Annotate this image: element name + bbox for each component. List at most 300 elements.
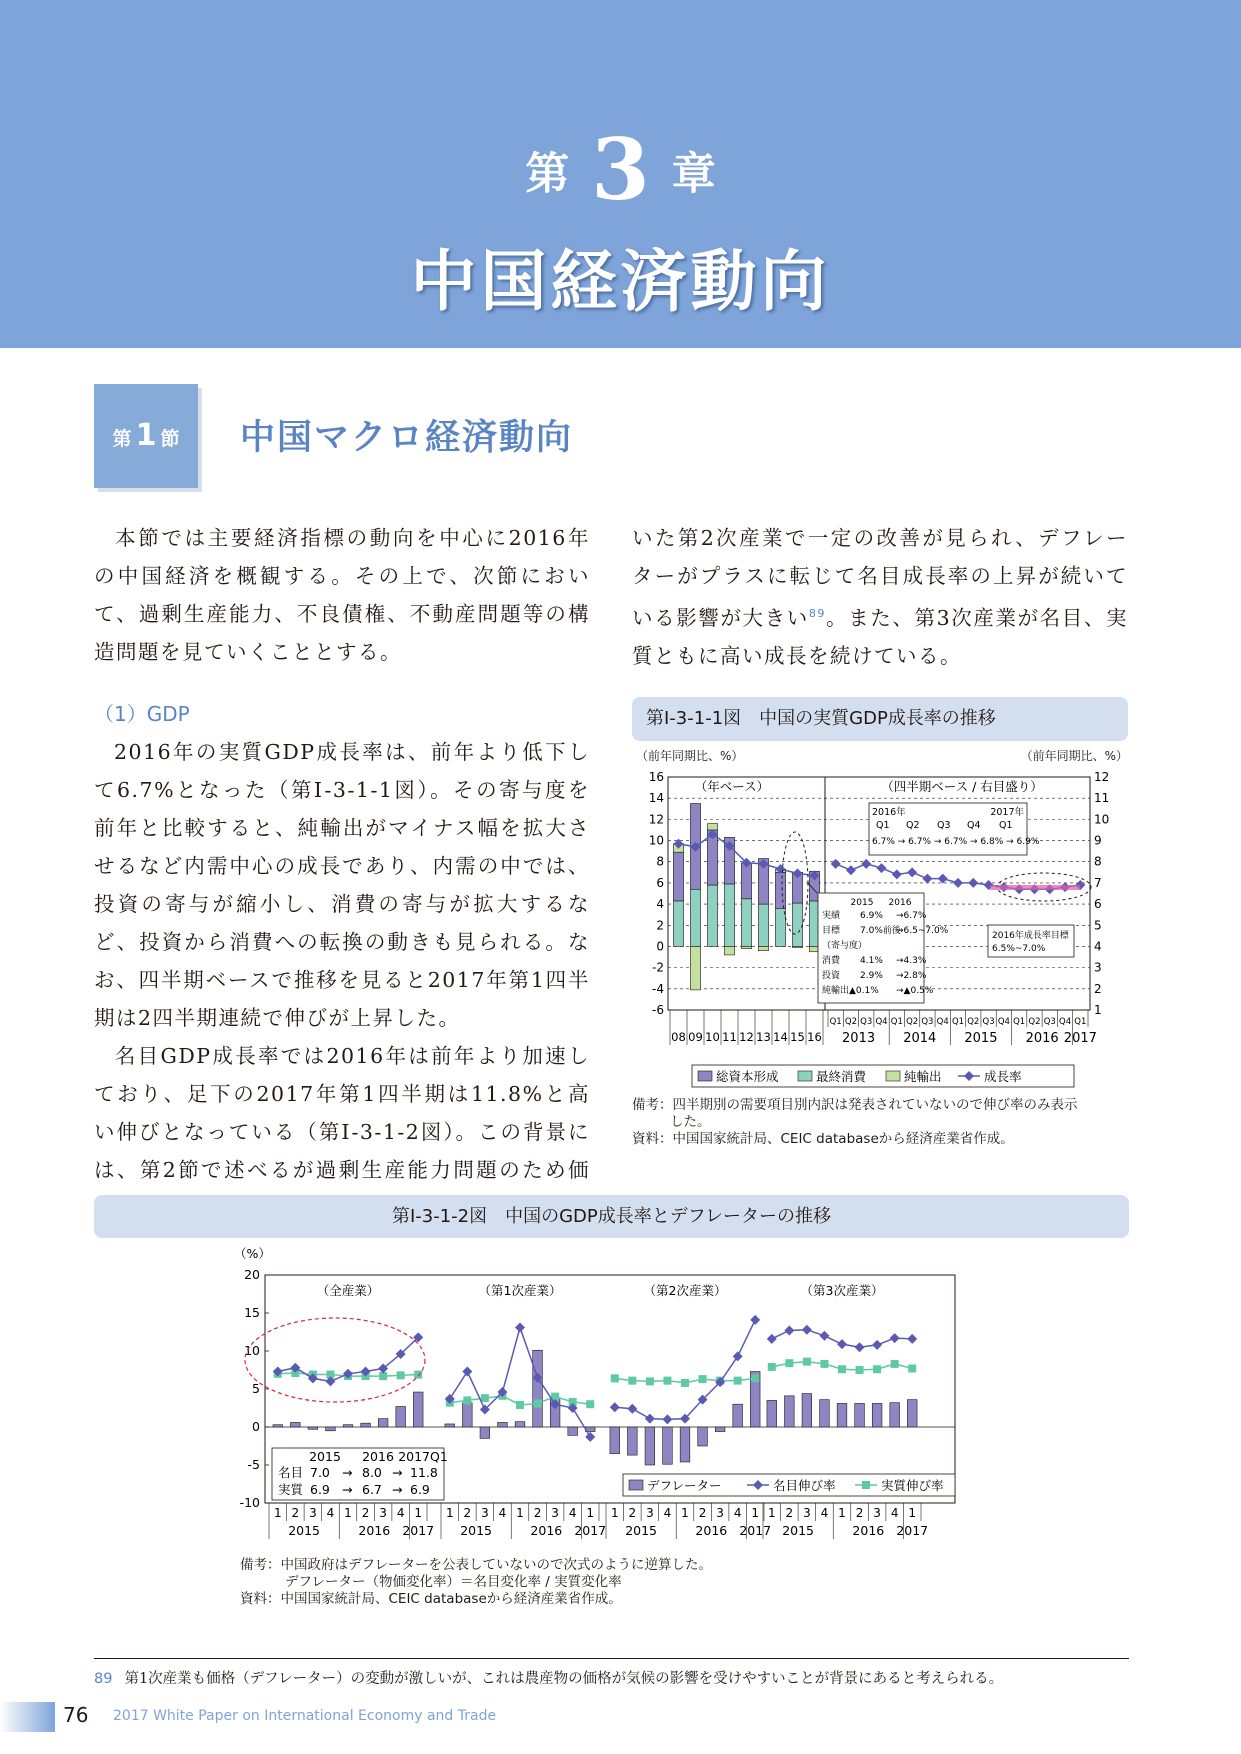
nominal-growth-point bbox=[627, 1404, 637, 1414]
x-label-year: 12 bbox=[739, 1030, 754, 1044]
real-growth-point bbox=[734, 1377, 742, 1385]
detail-2016: →6.7% bbox=[896, 911, 927, 921]
x-label-quarter: 4 bbox=[326, 1506, 335, 1520]
growth-point bbox=[846, 865, 856, 875]
x-label-quarter: Q3 bbox=[1043, 1017, 1056, 1027]
nominal-growth-point bbox=[462, 1367, 472, 1377]
right-tick-label: 7 bbox=[1094, 875, 1102, 890]
left-tick-label: -2 bbox=[652, 960, 664, 975]
real-growth-point bbox=[611, 1374, 619, 1382]
right-tick-label: 11 bbox=[1094, 791, 1110, 806]
x-label-quarter: Q1 bbox=[1013, 1017, 1026, 1027]
bar-deflator bbox=[785, 1396, 795, 1427]
page-footer: 2017 White Paper on International Economy and Trade bbox=[113, 1708, 497, 1724]
nominal-growth-point bbox=[733, 1351, 743, 1361]
body-text: いた第2次産業で一定の改善が見られ、デフレーターがプラスに転じて名目成長率の上昇が続いている影響が大きい bbox=[632, 526, 1128, 630]
inset-cell: 6.9 bbox=[410, 1482, 430, 1497]
bar-deflator bbox=[378, 1419, 388, 1427]
x-label-year: 2017 bbox=[739, 1523, 772, 1538]
x-label-quarter: 3 bbox=[803, 1506, 811, 1520]
x-label-year: 09 bbox=[688, 1030, 703, 1044]
x-axis bbox=[269, 1503, 928, 1539]
callout-q: Q1 bbox=[999, 820, 1013, 831]
nominal-growth-point bbox=[819, 1331, 829, 1341]
panels bbox=[265, 1283, 955, 1465]
x-label-quarter: 4 bbox=[568, 1506, 577, 1520]
footnote-number: 89 bbox=[94, 1671, 113, 1687]
x-label-quarter: 4 bbox=[820, 1506, 829, 1520]
x-label-quarter: Q3 bbox=[921, 1017, 934, 1027]
real-growth-point bbox=[838, 1365, 846, 1373]
figure-1-note: 備考：四半期別の需要項目別内訳は発表されていないので伸び率のみ表示 bbox=[632, 1097, 1078, 1113]
bar-deflator bbox=[715, 1427, 725, 1432]
bar-netexports bbox=[758, 946, 768, 950]
x-label-year: 08 bbox=[671, 1030, 686, 1044]
x-label-year: 2016 bbox=[695, 1523, 728, 1538]
growth-point bbox=[892, 869, 902, 879]
callout-2016: 2016年 bbox=[872, 807, 906, 818]
growth-point bbox=[861, 859, 871, 869]
figure-1-notes bbox=[632, 1097, 1132, 1148]
detail-2015: 2.9% bbox=[860, 971, 883, 981]
bar-deflator bbox=[802, 1394, 812, 1427]
bar-deflator bbox=[767, 1400, 777, 1427]
bar-deflator bbox=[480, 1427, 490, 1438]
bar-deflator bbox=[820, 1400, 830, 1427]
y-tick-label: -10 bbox=[239, 1495, 260, 1510]
left-tick-label: 4 bbox=[656, 897, 664, 912]
detail-2015: 7.0%前後 bbox=[860, 926, 901, 936]
body-paragraph-3 bbox=[94, 733, 590, 1227]
bar-consumption bbox=[741, 899, 751, 947]
panel-label: （全産業） bbox=[316, 1283, 380, 1298]
body-text: 。また、第3次産業が名目、実質ともに高い成長を続けている。 bbox=[632, 605, 1129, 668]
detail-2016: →4.3% bbox=[896, 956, 927, 966]
nominal-growth-point bbox=[855, 1342, 865, 1352]
x-label-quarter: 4 bbox=[733, 1506, 742, 1520]
x-label-quarter: 1 bbox=[767, 1506, 776, 1520]
x-label-quarter: 4 bbox=[663, 1506, 672, 1520]
real-growth-point bbox=[820, 1360, 828, 1368]
x-label-year: 14 bbox=[773, 1030, 788, 1044]
legend-consumption: 最終消費 bbox=[816, 1069, 867, 1084]
bar-deflator bbox=[680, 1427, 690, 1462]
detail-2015: 6.9% bbox=[860, 911, 883, 921]
x-label-quarter: 4 bbox=[890, 1506, 899, 1520]
x-label-year: 2015 bbox=[460, 1523, 493, 1538]
right-tick-label: 8 bbox=[1094, 854, 1102, 869]
y-tick-label: 5 bbox=[252, 1381, 260, 1396]
bar-netexports bbox=[707, 824, 717, 830]
legend-investment: 総資本形成 bbox=[716, 1069, 779, 1084]
real-growth-point bbox=[481, 1394, 489, 1402]
detail-callout bbox=[818, 893, 949, 1003]
x-label-quarter: 2 bbox=[291, 1506, 300, 1520]
detail-2016: →6.5~7.0% bbox=[896, 926, 949, 936]
left-tick-label: 14 bbox=[648, 791, 664, 806]
real-growth-point bbox=[646, 1377, 654, 1385]
bar-deflator bbox=[568, 1427, 578, 1435]
x-label-quarter: 2 bbox=[361, 1506, 370, 1520]
legend-deflator: デフレーター bbox=[647, 1478, 722, 1493]
inset-cell: 実質 bbox=[278, 1482, 304, 1497]
right-tick-label: 2 bbox=[1094, 981, 1102, 996]
nominal-growth-point bbox=[585, 1432, 595, 1442]
right-tick-label: 4 bbox=[1094, 939, 1102, 954]
figure-2-note: 備考：中国政府はデフレーターを公表していないので次式のように逆算した。 bbox=[240, 1557, 712, 1573]
body-text: 本節では主要経済指標の動向を中心に2016年の中国経済を概観する。その上で、次節において、過剰生産能力、不良債権、不動産問題等の構造問題を見ていくこととする。 bbox=[94, 526, 590, 664]
right-tick-label: 12 bbox=[1094, 770, 1110, 784]
bar-deflator bbox=[291, 1422, 301, 1427]
x-label-quarter: 2 bbox=[785, 1506, 794, 1520]
nominal-growth-point bbox=[837, 1339, 847, 1349]
subsection-heading: （1）GDP bbox=[94, 702, 190, 726]
figure-1-title: 第Ⅰ-3-1-1図 中国の実質GDP成長率の推移 bbox=[632, 697, 1128, 741]
bar-consumption bbox=[792, 903, 802, 946]
x-label-quarter: Q1 bbox=[829, 1017, 842, 1027]
bar-deflator bbox=[733, 1404, 743, 1427]
x-label-quarter: 1 bbox=[445, 1506, 454, 1520]
x-label-year: 2016 bbox=[852, 1523, 885, 1538]
inset-cell: → bbox=[342, 1465, 353, 1480]
real-growth-point bbox=[699, 1375, 707, 1383]
x-label-quarter: 1 bbox=[586, 1506, 595, 1520]
left-tick-label: 10 bbox=[648, 833, 664, 848]
bar-investment bbox=[741, 863, 751, 899]
highlight-ellipse bbox=[245, 1318, 425, 1402]
nominal-growth-point bbox=[662, 1414, 672, 1424]
detail-2016: →▲0.5% bbox=[896, 986, 934, 996]
footnote bbox=[94, 1658, 1129, 1688]
bar-consumption bbox=[707, 885, 717, 946]
real-growth-point bbox=[414, 1371, 422, 1379]
x-label-quarter: 2 bbox=[628, 1506, 637, 1520]
bar-consumption bbox=[775, 908, 785, 946]
real-growth-point bbox=[663, 1377, 671, 1385]
inset-cell: 名目 bbox=[278, 1465, 304, 1480]
inset-box bbox=[272, 1448, 448, 1500]
bar-deflator bbox=[533, 1350, 543, 1427]
x-label-quarter: Q3 bbox=[860, 1017, 873, 1027]
figure-1-note-cont: した。 bbox=[670, 1114, 711, 1130]
bar-netexports bbox=[792, 946, 802, 947]
target-band bbox=[990, 885, 1080, 890]
bar-netexports bbox=[741, 946, 751, 948]
x-label-quarter: Q2 bbox=[906, 1017, 919, 1027]
x-label-year: 13 bbox=[756, 1030, 771, 1044]
legend-swatch-deflator bbox=[629, 1480, 643, 1490]
right-tick-label: 9 bbox=[1094, 833, 1102, 848]
bar-deflator bbox=[872, 1403, 882, 1427]
figure-2-source: 資料：中国国家統計局、CEIC databaseから経済産業省作成。 bbox=[240, 1591, 622, 1607]
x-label-year: 2014 bbox=[903, 1031, 937, 1046]
x-label-year: 2015 bbox=[964, 1031, 998, 1046]
bar-deflator bbox=[396, 1406, 406, 1427]
bar-consumption bbox=[673, 901, 683, 947]
x-label-quarter: Q1 bbox=[890, 1017, 903, 1027]
panel-label: （第3次産業） bbox=[800, 1283, 884, 1298]
right-tick-label: 10 bbox=[1094, 812, 1110, 827]
inset-cell: → bbox=[342, 1482, 353, 1497]
right-tick-label: 5 bbox=[1094, 918, 1102, 933]
x-label-quarter: Q4 bbox=[997, 1017, 1010, 1027]
left-tick-label: 0 bbox=[656, 939, 664, 954]
legend-nominal: 名目伸び率 bbox=[773, 1478, 836, 1493]
x-label-quarter: Q1 bbox=[1074, 1017, 1087, 1027]
legend-swatch-investment bbox=[698, 1071, 712, 1081]
real-growth-point bbox=[873, 1365, 881, 1373]
detail-label: （寄与度） bbox=[822, 941, 868, 951]
x-label-quarter: Q4 bbox=[1059, 1017, 1072, 1027]
chapter-heading bbox=[0, 120, 1241, 219]
body-paragraph-1 bbox=[94, 519, 590, 671]
y-tick-label: -5 bbox=[247, 1457, 260, 1472]
x-label-year: 2016 bbox=[358, 1523, 391, 1538]
x-label-quarter: Q4 bbox=[875, 1017, 888, 1027]
y-axis-unit: （%） bbox=[234, 1246, 271, 1261]
detail-label: 実績 bbox=[822, 911, 841, 921]
growth-point bbox=[922, 874, 932, 884]
nominal-growth-point bbox=[802, 1325, 812, 1335]
inset-head: 2015 bbox=[309, 1449, 341, 1464]
page-marker bbox=[0, 1702, 55, 1732]
section-title: 中国マクロ経済動向 bbox=[240, 417, 574, 458]
legend-swatch-netexports bbox=[886, 1071, 900, 1081]
y-tick-label: 10 bbox=[244, 1343, 260, 1358]
bar-deflator bbox=[498, 1422, 508, 1427]
figure-2-notes bbox=[240, 1557, 940, 1608]
left-tick-label: 12 bbox=[648, 812, 664, 827]
x-label-year: 2017 bbox=[1063, 1031, 1097, 1046]
real-growth-point bbox=[463, 1396, 471, 1404]
bar-deflator bbox=[890, 1403, 900, 1427]
real-growth-point bbox=[681, 1379, 689, 1387]
growth-point bbox=[953, 878, 963, 888]
real-growth-point bbox=[803, 1358, 811, 1366]
real-growth-point bbox=[908, 1364, 916, 1372]
x-label-quarter: Q2 bbox=[844, 1017, 857, 1027]
panel-label-annual: （年ベース） bbox=[694, 779, 770, 794]
target-callout bbox=[988, 925, 1074, 957]
quarterly-callout bbox=[869, 803, 1040, 855]
bar-deflator bbox=[837, 1403, 847, 1427]
callout-2017: 2017年 bbox=[990, 807, 1024, 818]
detail-label: 純輸出▲0.1% bbox=[822, 986, 879, 996]
x-axis bbox=[670, 1010, 1097, 1046]
bar-consumption bbox=[690, 889, 700, 946]
legend-swatch-consumption bbox=[798, 1071, 812, 1081]
detail-head: 2015 bbox=[850, 898, 874, 908]
section-suffix: 節 bbox=[160, 428, 180, 450]
x-label-quarter: 3 bbox=[873, 1506, 881, 1520]
inset-cell: 6.9 bbox=[310, 1482, 330, 1497]
section-prefix: 第 bbox=[112, 428, 132, 450]
real-growth-point bbox=[397, 1371, 405, 1379]
x-label-year: 2017 bbox=[574, 1523, 607, 1538]
bar-deflator bbox=[413, 1392, 423, 1427]
growth-point bbox=[938, 874, 948, 884]
bar-deflator bbox=[907, 1400, 917, 1427]
bar-deflator bbox=[463, 1403, 473, 1427]
figure-2-chart bbox=[230, 1245, 990, 1555]
panel-label: （第1次産業） bbox=[478, 1283, 562, 1298]
left-tick-label: 2 bbox=[656, 918, 664, 933]
left-axis-unit: （前年同期比、%） bbox=[636, 749, 744, 763]
detail-label: 消費 bbox=[822, 956, 841, 966]
x-label-year: 11 bbox=[722, 1030, 737, 1044]
bar-deflator bbox=[855, 1403, 865, 1427]
bar-deflator bbox=[361, 1423, 371, 1427]
x-label-quarter: 1 bbox=[516, 1506, 524, 1520]
bar-deflator bbox=[308, 1427, 318, 1429]
x-label-year: 2013 bbox=[842, 1031, 876, 1046]
footnote-ref[interactable]: 89 bbox=[808, 607, 826, 620]
figure-2-formula: デフレーター（物価変化率）＝名目変化率 / 実質変化率 bbox=[285, 1574, 622, 1590]
bar-deflator bbox=[445, 1424, 455, 1427]
real-growth-point bbox=[785, 1359, 793, 1367]
x-label-quarter: 4 bbox=[396, 1506, 405, 1520]
x-label-quarter: 1 bbox=[838, 1506, 846, 1520]
real-growth-point bbox=[534, 1399, 542, 1407]
bar-consumption bbox=[758, 904, 768, 946]
x-label-quarter: 2 bbox=[463, 1506, 472, 1520]
inset-cell: → bbox=[392, 1482, 403, 1497]
real-growth-point bbox=[586, 1400, 594, 1408]
page-number: 76 bbox=[63, 1703, 89, 1727]
inset-cell: 6.7 bbox=[362, 1482, 382, 1497]
x-label-quarter: 2 bbox=[698, 1506, 707, 1520]
x-label-quarter: 3 bbox=[716, 1506, 724, 1520]
footnote-text: 第1次産業も価格（デフレーター）の変動が激しいが、これは農産物の価格が気候の影響を受けやすいことが背景にあると考えられる。 bbox=[124, 1671, 1004, 1687]
growth-point bbox=[968, 878, 978, 888]
right-tick-label: 6 bbox=[1094, 897, 1102, 912]
y-tick-label: 15 bbox=[244, 1305, 260, 1320]
x-label-year: 10 bbox=[705, 1030, 720, 1044]
chapter-prefix: 第 bbox=[525, 148, 570, 200]
bar-netexports bbox=[690, 946, 700, 989]
left-tick-label: -4 bbox=[652, 981, 664, 996]
figure-2-title: 第Ⅰ-3-1-2図 中国のGDP成長率とデフレーターの推移 bbox=[94, 1195, 1129, 1238]
bar-deflator bbox=[343, 1425, 353, 1427]
bar-investment bbox=[775, 872, 785, 908]
target-label: 2016年成長率目標 bbox=[992, 931, 1069, 941]
nominal-growth-point bbox=[872, 1340, 882, 1350]
nominal-growth-point bbox=[907, 1334, 917, 1344]
bar-deflator bbox=[628, 1427, 638, 1455]
x-label-quarter: 3 bbox=[379, 1506, 387, 1520]
body-text: 名目GDP成長率では2016年は前年より加速しており、足下の2017年第1四半期は11.8%と高い伸びとなっている（第Ⅰ-3-1-2図）。この背景には、第2節で述べるが過剰生産能力問題のため価 bbox=[94, 1044, 590, 1182]
x-label-quarter: 1 bbox=[751, 1506, 760, 1520]
left-tick-label: 8 bbox=[656, 854, 664, 869]
body-text: 2016年の実質GDP成長率は、前年より低下して6.7%となった（第Ⅰ-3-1-1図）。その寄与度を前年と比較すると、純輸出がマイナス幅を拡大させるなど内需中心の成長であり、内需の中では、投資の寄与が縮小し、消費の寄与が拡大するなど、投資から消費への転換の動きも見られる。なお、四半期ベースで推移を見ると2017年第1四半期は2四半期連続で伸びが上昇した。 bbox=[94, 740, 590, 1030]
x-label-quarter: 2 bbox=[533, 1506, 542, 1520]
callout-q: Q4 bbox=[967, 820, 981, 831]
figure-1-chart bbox=[632, 745, 1132, 1095]
bar-deflator bbox=[645, 1427, 655, 1465]
x-label-year: 15 bbox=[790, 1030, 805, 1044]
panel-label: （第2次産業） bbox=[643, 1283, 727, 1298]
real-growth-point bbox=[628, 1377, 636, 1385]
y-tick-label: 0 bbox=[252, 1419, 260, 1434]
x-label-quarter: 4 bbox=[498, 1506, 507, 1520]
bar-deflator bbox=[610, 1427, 620, 1454]
x-label-quarter: 1 bbox=[414, 1506, 423, 1520]
section-number: 1 bbox=[135, 418, 157, 453]
chapter-number: 3 bbox=[591, 120, 650, 219]
legend bbox=[692, 1065, 1074, 1087]
right-axis-unit: （前年同期比、%） bbox=[1020, 749, 1128, 763]
target-range: 6.5%~7.0% bbox=[992, 944, 1046, 954]
nominal-growth-point bbox=[890, 1333, 900, 1343]
growth-point bbox=[831, 859, 841, 869]
inset-cell: 8.0 bbox=[362, 1465, 382, 1480]
left-tick-label: 16 bbox=[648, 770, 664, 784]
right-tick-label: 3 bbox=[1094, 960, 1102, 975]
real-growth-point bbox=[751, 1374, 759, 1382]
growth-point bbox=[907, 867, 917, 877]
real-growth-point bbox=[856, 1366, 864, 1374]
x-label-year: 2015 bbox=[782, 1523, 815, 1538]
nominal-growth-point bbox=[767, 1334, 777, 1344]
x-label-quarter: Q4 bbox=[936, 1017, 949, 1027]
x-label-year: 2017 bbox=[896, 1523, 929, 1538]
x-label-quarter: Q3 bbox=[982, 1017, 995, 1027]
y-tick-label: 20 bbox=[244, 1267, 260, 1282]
annual-bars bbox=[673, 803, 819, 989]
callout-q: Q3 bbox=[937, 820, 951, 831]
panel-label-quarterly: （四半期ベース / 右目盛り） bbox=[881, 779, 1043, 794]
legend-real-marker bbox=[862, 1481, 870, 1489]
left-tick-label: -6 bbox=[652, 1003, 664, 1017]
callout-q: Q2 bbox=[906, 820, 920, 831]
real-growth-point bbox=[768, 1363, 776, 1371]
detail-label: 目標 bbox=[822, 926, 841, 936]
x-label-quarter: 1 bbox=[681, 1506, 689, 1520]
x-label-quarter: 3 bbox=[646, 1506, 654, 1520]
callout-sequence: 6.7% → 6.7% → 6.7% → 6.8% → 6.9% bbox=[872, 837, 1040, 847]
nominal-growth-point bbox=[750, 1315, 760, 1325]
chapter-title: 中国経済動向 bbox=[410, 242, 831, 320]
nominal-growth-point bbox=[784, 1325, 794, 1335]
bar-deflator bbox=[515, 1422, 525, 1427]
inset-cell: 11.8 bbox=[410, 1465, 438, 1480]
section-badge bbox=[94, 384, 198, 488]
x-label-quarter: 1 bbox=[908, 1506, 917, 1520]
detail-head: 2016 bbox=[888, 898, 912, 908]
bar-deflator bbox=[698, 1427, 708, 1446]
bar-investment bbox=[673, 852, 683, 901]
nominal-growth-point bbox=[645, 1414, 655, 1424]
bar-netexports bbox=[724, 946, 734, 954]
bar-deflator bbox=[273, 1425, 283, 1427]
x-label-quarter: 2 bbox=[855, 1506, 864, 1520]
x-label-quarter: 1 bbox=[610, 1506, 619, 1520]
legend-growth: 成長率 bbox=[984, 1069, 1022, 1084]
detail-2015: 4.1% bbox=[860, 956, 883, 966]
growth-point bbox=[877, 863, 887, 873]
x-label-year: 2015 bbox=[625, 1523, 658, 1538]
bar-deflator bbox=[326, 1427, 336, 1431]
inset-cell: 7.0 bbox=[310, 1465, 330, 1480]
x-label-year: 16 bbox=[807, 1030, 822, 1044]
x-label-quarter: 3 bbox=[309, 1506, 317, 1520]
legend-real: 実質伸び率 bbox=[881, 1478, 944, 1493]
x-label-quarter: 3 bbox=[481, 1506, 489, 1520]
real-growth-point bbox=[891, 1360, 899, 1368]
x-label-quarter: 1 bbox=[344, 1506, 352, 1520]
nominal-growth-point bbox=[515, 1322, 525, 1332]
right-tick-label: 1 bbox=[1094, 1003, 1102, 1017]
